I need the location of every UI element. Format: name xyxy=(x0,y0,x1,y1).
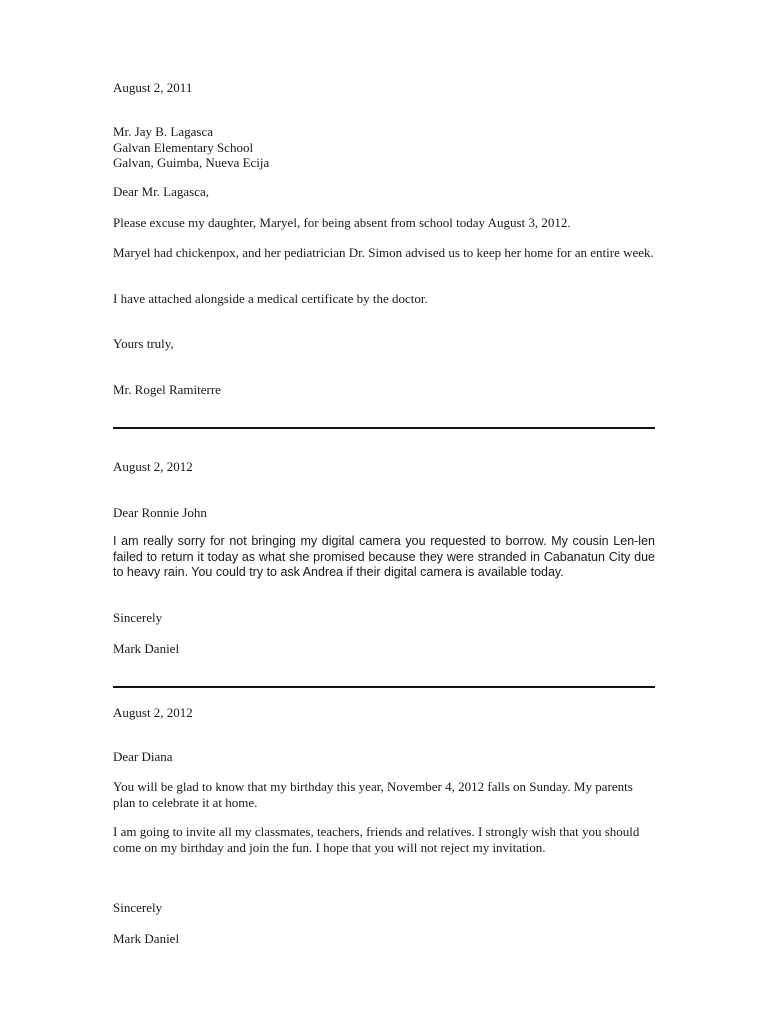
letter-divider-2 xyxy=(113,686,655,688)
letter-1-closing: Yours truly, xyxy=(113,336,174,351)
letter-2-closing: Sincerely xyxy=(113,610,163,625)
letter-3-closing: Sincerely xyxy=(113,900,163,915)
letter-3-paragraph-1: You will be glad to know that my birthday this year, November 4, 2012 falls on Sunday. My parents plan to celebrate it at home. xyxy=(113,779,633,810)
letter-2-signature: Mark Daniel xyxy=(113,641,180,656)
letter-3-paragraph-2: I am going to invite all my classmates, teachers, friends and relatives. I strongly wish that you should come on my birthday and join the fun. I hope that you will not reject my invitation. xyxy=(113,824,640,855)
letter-2-paragraph-1: I am really sorry for not bringing my digital camera you requested to borrow. My cousin Len-len failed to return it today as what she promised because they were stranded in Cabanatun City due to heavy rain. You could try to ask Andrea if their digital camera is available today. xyxy=(113,534,655,579)
letter-1-date: August 2, 2011 xyxy=(113,80,193,95)
letter-1-recipient-school: Galvan Elementary School xyxy=(113,140,254,155)
letter-1-salutation: Dear Mr. Lagasca, xyxy=(113,184,210,199)
letter-2-salutation: Dear Ronnie John xyxy=(113,505,207,520)
letter-1-paragraph-3: I have attached alongside a medical certificate by the doctor. xyxy=(113,291,428,306)
letter-1-recipient-name: Mr. Jay B. Lagasca xyxy=(113,124,214,139)
letter-divider-1 xyxy=(113,427,655,429)
letter-1-paragraph-1: Please excuse my daughter, Maryel, for being absent from school today August 3, 2012. xyxy=(113,215,571,230)
letter-2-date: August 2, 2012 xyxy=(113,459,193,474)
letter-1-paragraph-2: Maryel had chickenpox, and her pediatrician Dr. Simon advised us to keep her home for an entire week. xyxy=(113,245,654,260)
letter-3-salutation: Dear Diana xyxy=(113,749,173,764)
letter-1-signature: Mr. Rogel Ramiterre xyxy=(113,382,221,397)
letter-1-recipient-address: Galvan, Guimba, Nueva Ecija xyxy=(113,155,270,170)
letter-3-date: August 2, 2012 xyxy=(113,705,193,720)
letter-3-signature: Mark Daniel xyxy=(113,931,180,946)
